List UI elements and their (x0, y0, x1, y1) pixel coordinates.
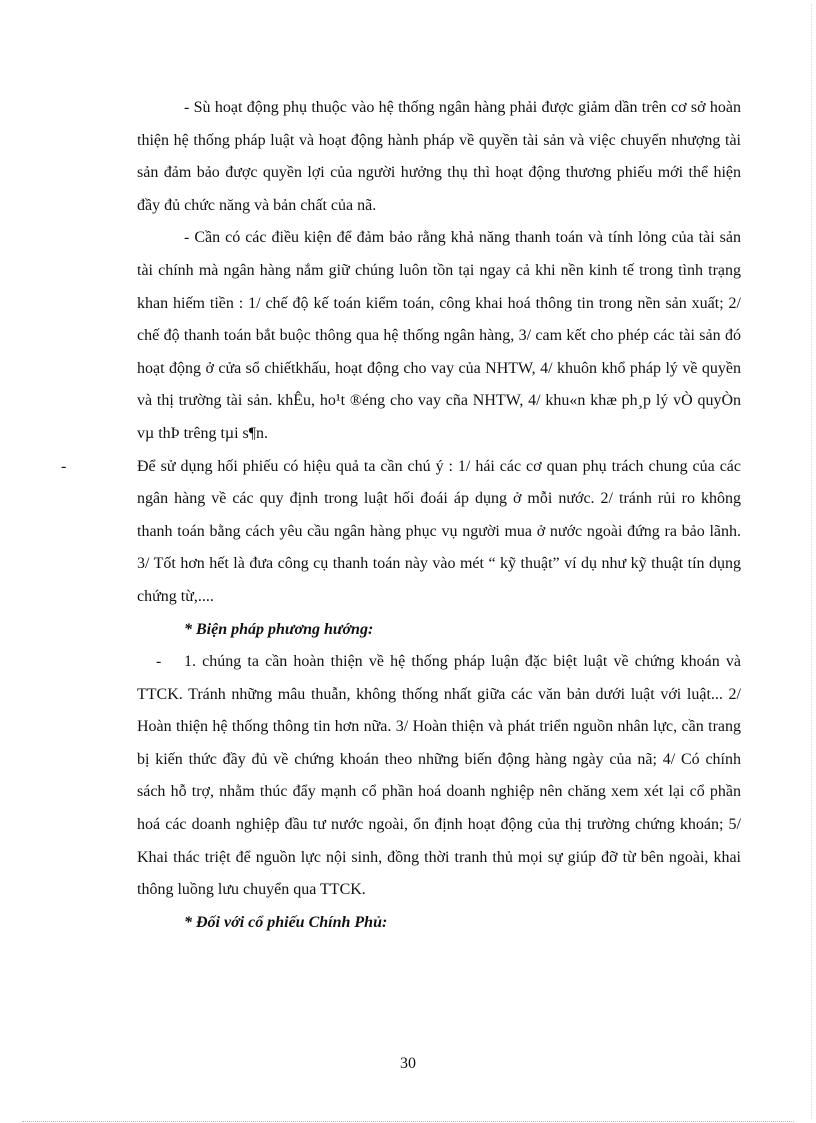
page-margin-guide (811, 4, 812, 1119)
heading-government-bonds: * Đối với cổ phiếu Chính Phủ: (184, 913, 388, 931)
paragraph-measures-list (137, 646, 741, 907)
paragraph-liquidity-conditions: - Cần có các điều kiện để đảm bảo rằng khả năng thanh toán và tính lỏng của tài sản tài chính mà ngân hàng nắm giữ chúng luôn tồn tại ngay cả khi nền kinh tế trong tình trạng khan hiếm tiền : 1/ chế độ kế toán kiểm toán, công khai hoá thông tin trong nền sản xuất; 2/ chế độ thanh toán bắt buộc thông qua hệ thống ngân hàng, 3/ cam kết cho phép các tài sản đó hoạt động ở cửa sổ chiếtkhấu, hoạt động cho vay của NHTW, 4/ khuôn khổ pháp lý về quyền và thị trường tài sản. khÊu, ho¹t ®éng cho vay cña NHTW, 4/ khu«n khæ ph¸p lý vÒ quyÒn vµ thÞ trêng tµi s¶n. (137, 229, 741, 442)
body-text (61, 92, 741, 939)
bullet-dash: - (156, 653, 162, 671)
footer-dotted-rule (22, 1121, 794, 1122)
paragraph-measures-list-text: 1. chúng ta cần hoàn thiện về hệ thống pháp luận đặc biệt luật về chứng khoán và TTCK. Tránh những mâu thuẫn, không thống nhất giữa các văn bản dưới luật với luật... 2/ Hoàn thiện hệ thống thông tin hơn nữa. 3/ Hoàn thiện và phát triển nguồn nhân lực, cần trang bị kiến thức đầy đủ về chứng khoán theo những biến động hàng ngày của nã; 4/ Có chính sách hỗ trợ, nhằm thúc đẩy mạnh cổ phần hoá doanh nghiệp nên chăng xem xét lại cổ phần hoá các doanh nghiệp đầu tư nước ngoài, ổn định hoạt động của thị trường chứng khoán; 5/ Khai thác triệt để nguồn lực nội sinh, đồng thời tranh thủ mọi sự giúp đỡ từ bên ngoài, khai thông luồng lưu chuyển qua TTCK. (137, 653, 741, 899)
heading-measures: * Biện pháp phương hướng: (184, 620, 374, 638)
paragraph-bill-of-exchange (61, 451, 741, 614)
bullet-dash: - (61, 457, 67, 475)
paragraph-commercial-paper: - Sù hoạt động phụ thuộc vào hệ thống ngân hàng phải được giảm dần trên cơ sở hoàn thiện hệ thống pháp luật và hoạt động hành pháp về quyền tài sản và việc chuyển nhượng tài sản đảm bảo được quyền lợi của người hưởng thụ thì hoạt động thương phiếu mới thể hiện đầy đủ chức năng và bản chất của nã. (137, 99, 741, 214)
page-number: 30 (400, 1055, 416, 1072)
paragraph-bill-of-exchange-text: Để sử dụng hối phiếu có hiệu quả ta cần chú ý : 1/ hái các cơ quan phụ trách chung của các ngân hàng về các quy định trong luật hối đoái áp dụng ở mỗi nước. 2/ tránh rủi ro không thanh toán bằng cách yêu cầu ngân hàng phục vụ người mua ở nước ngoài đứng ra bảo lãnh. 3/ Tốt hơn hết là đưa công cụ thanh toán này vào mét “ kỹ thuật” ví dụ như kỹ thuật tín dụng chứng từ,.... (137, 457, 741, 605)
